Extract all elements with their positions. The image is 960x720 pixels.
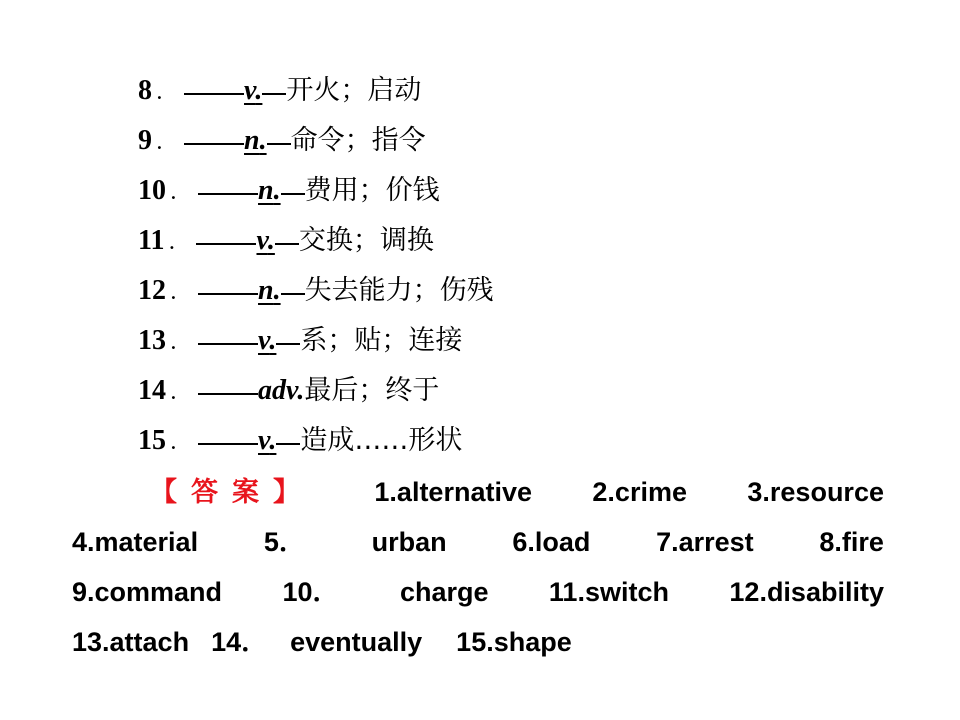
answer-entry: 2.crime xyxy=(592,477,687,507)
answer-entry: 15.shape xyxy=(456,627,572,657)
part-of-speech: n. xyxy=(244,125,267,156)
answer-entry: 3.resource xyxy=(747,477,884,507)
vocab-item-12 xyxy=(138,268,494,308)
part-of-speech: v. xyxy=(258,425,277,456)
item-number: 11 xyxy=(138,225,165,256)
part-of-speech: n. xyxy=(258,275,281,306)
item-number: 8 xyxy=(138,75,152,106)
item-dot: ． xyxy=(170,330,193,355)
part-of-speech: v. xyxy=(258,325,277,356)
underline-gap xyxy=(262,92,286,95)
answer-entry: 11.switch xyxy=(548,577,669,607)
item-meaning: 开火；启动 xyxy=(286,75,422,106)
answer-blank xyxy=(196,242,256,245)
answer-blank xyxy=(184,92,244,95)
answer-line-2 xyxy=(72,520,884,559)
underline-gap xyxy=(276,442,300,445)
underline-gap xyxy=(276,342,300,345)
item-dot: ． xyxy=(156,80,179,105)
item-meaning: 失去能力；伤残 xyxy=(304,275,494,306)
underline-gap xyxy=(275,242,299,245)
answer-blank xyxy=(198,342,258,345)
answer-entry: 13.attach xyxy=(72,627,190,657)
answer-blank xyxy=(198,392,258,395)
item-number: 12 xyxy=(138,275,166,306)
item-number: 10 xyxy=(138,175,166,206)
item-dot: ． xyxy=(170,380,193,405)
answer-blank xyxy=(198,192,258,195)
part-of-speech: adv. xyxy=(258,375,305,406)
underline-gap xyxy=(281,192,305,195)
answer-blank xyxy=(198,292,258,295)
answer-entry: 5． xyxy=(263,527,306,557)
item-number: 13 xyxy=(138,325,166,356)
answer-blank xyxy=(198,442,258,445)
vocab-item-10 xyxy=(138,168,440,208)
answer-entry: urban xyxy=(371,527,447,557)
item-meaning: 造成……形状 xyxy=(300,425,463,456)
item-number: 15 xyxy=(138,425,166,456)
item-meaning: 最后；终于 xyxy=(304,375,440,406)
answer-line-3 xyxy=(72,570,884,609)
item-dot: ． xyxy=(156,130,179,155)
answer-line-4 xyxy=(72,620,572,659)
item-meaning: 交换；调换 xyxy=(298,225,434,256)
answer-label: 【答案】 xyxy=(150,477,314,508)
underline-gap xyxy=(267,142,291,145)
answer-entry: 4.material xyxy=(72,527,199,557)
answer-line-1 xyxy=(72,470,884,509)
item-number: 14 xyxy=(138,375,166,406)
answer-entry: 14． xyxy=(211,627,269,657)
answer-entry: eventually xyxy=(290,627,423,657)
answer-entry: 10． xyxy=(282,577,340,607)
answer-entry: 8.fire xyxy=(819,527,884,557)
item-dot: ． xyxy=(168,230,191,255)
item-number: 9 xyxy=(138,125,152,156)
item-dot: ． xyxy=(170,180,193,205)
vocab-item-15 xyxy=(138,418,462,458)
answer-entry: charge xyxy=(399,577,489,607)
vocab-item-14 xyxy=(138,368,439,408)
part-of-speech: n. xyxy=(258,175,281,206)
answer-entry: 6.load xyxy=(512,527,591,557)
underline-gap xyxy=(281,292,305,295)
answer-blank xyxy=(184,142,244,145)
part-of-speech: v. xyxy=(256,225,275,256)
part-of-speech: v. xyxy=(244,75,263,106)
item-meaning: 费用；价钱 xyxy=(304,175,440,206)
vocab-item-13 xyxy=(138,318,462,358)
answer-entry: 1.alternative xyxy=(374,477,532,507)
vocab-item-9 xyxy=(138,118,426,158)
item-dot: ． xyxy=(170,280,193,305)
answer-entry: 12.disability xyxy=(729,577,884,607)
vocab-item-8 xyxy=(138,68,421,108)
vocab-item-11 xyxy=(138,218,434,258)
answer-entry: 7.arrest xyxy=(656,527,754,557)
item-meaning: 命令；指令 xyxy=(290,125,426,156)
item-dot: ． xyxy=(170,430,193,455)
answer-entry: 9.command xyxy=(72,577,223,607)
item-meaning: 系；贴；连接 xyxy=(300,325,463,356)
